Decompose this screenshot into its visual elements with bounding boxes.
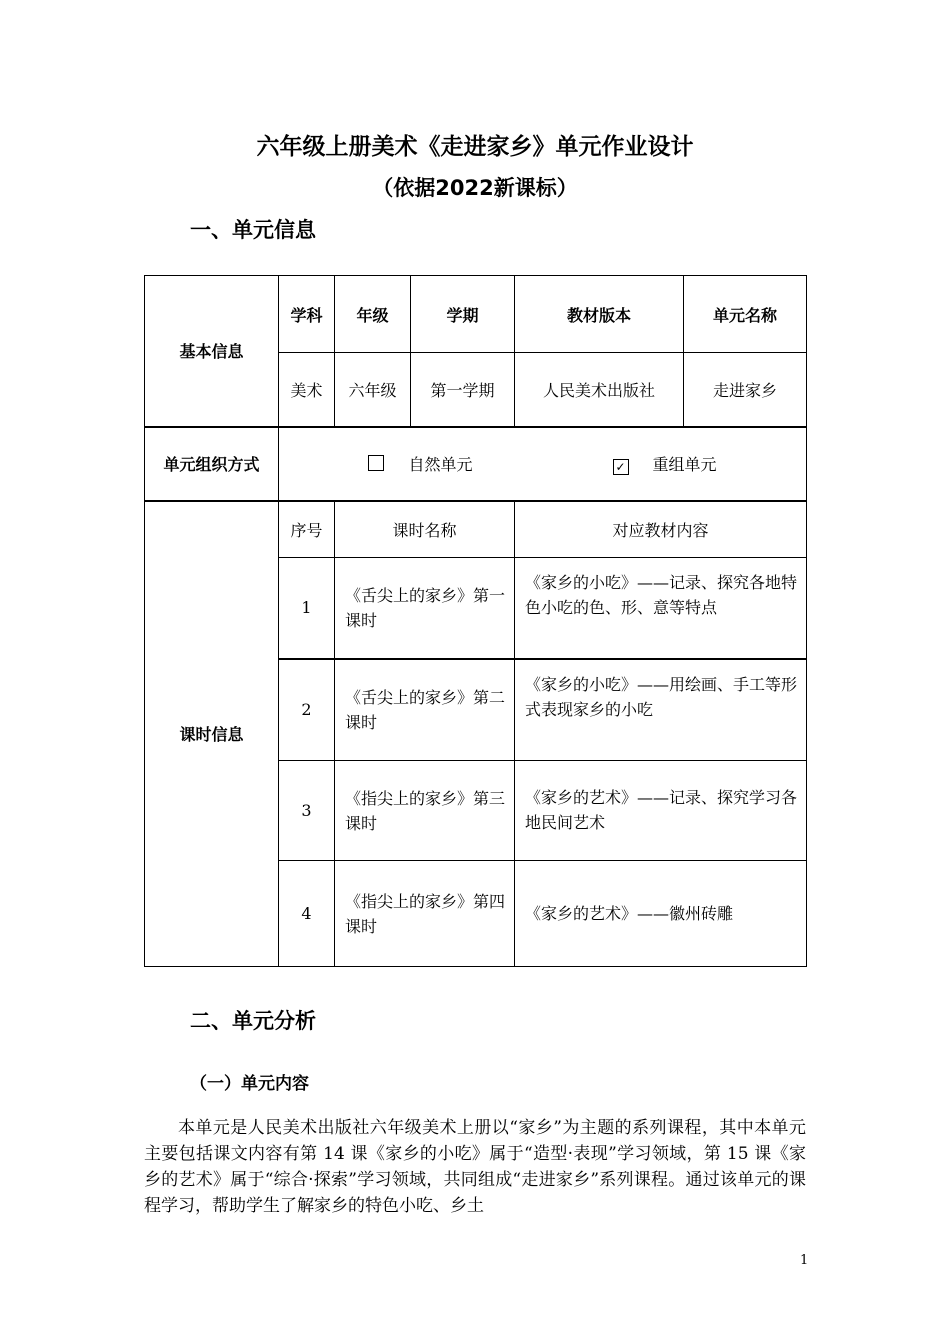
lesson-name: 《舌尖上的家乡》第一课时 <box>335 558 515 659</box>
lesson-content: 《家乡的小吃》——用绘画、手工等形式表现家乡的小吃 <box>515 659 807 761</box>
lesson-no: 4 <box>279 861 335 967</box>
value-semester: 第一学期 <box>411 353 515 427</box>
document-title: 六年级上册美术《走进家乡》单元作业设计 <box>256 134 694 160</box>
value-subject: 美术 <box>279 353 335 427</box>
unit-info-table <box>144 275 807 967</box>
lesson-header-name: 课时名称 <box>335 501 515 558</box>
lesson-no: 2 <box>279 659 335 761</box>
document-subtitle: （依据2022新课标） <box>372 176 578 200</box>
lesson-no: 1 <box>279 558 335 659</box>
lesson-header-content: 对应教材内容 <box>515 501 807 558</box>
section-heading-unit-info: 一、单元信息 <box>190 218 316 242</box>
value-grade: 六年级 <box>335 353 411 427</box>
org-option-regroup-label: 重组单元 <box>652 455 717 474</box>
org-options <box>279 427 807 501</box>
header-grade: 年级 <box>335 276 411 353</box>
value-unit-name: 走进家乡 <box>684 353 807 427</box>
checkbox-regroup-icon[interactable]: ✓ <box>613 459 629 475</box>
header-semester: 学期 <box>411 276 515 353</box>
org-label: 单元组织方式 <box>145 427 279 501</box>
basic-info-label: 基本信息 <box>145 276 279 427</box>
lesson-info-label: 课时信息 <box>145 501 279 967</box>
section-heading-unit-analysis: 二、单元分析 <box>190 1009 316 1033</box>
lesson-name: 《指尖上的家乡》第四课时 <box>335 861 515 967</box>
lesson-content: 《家乡的小吃》——记录、探究各地特色小吃的色、形、意等特点 <box>515 558 807 659</box>
org-option-natural[interactable] <box>368 452 472 475</box>
lesson-no: 3 <box>279 761 335 861</box>
lesson-header-no: 序号 <box>279 501 335 558</box>
header-unit-name: 单元名称 <box>684 276 807 353</box>
value-textbook-edition: 人民美术出版社 <box>515 353 684 427</box>
org-option-regroup[interactable] <box>613 452 717 475</box>
lesson-content: 《家乡的艺术》——记录、探究学习各地民间艺术 <box>515 761 807 861</box>
lesson-name: 《指尖上的家乡》第三课时 <box>335 761 515 861</box>
page-number: 1 <box>800 1253 809 1268</box>
checkbox-natural-icon[interactable] <box>368 455 384 471</box>
lesson-name: 《舌尖上的家乡》第二课时 <box>335 659 515 761</box>
subsection-heading-unit-content: （一）单元内容 <box>190 1074 309 1094</box>
unit-content-paragraph: 本单元是人民美术出版社六年级美术上册以“家乡”为主题的系列课程，其中本单元主要包括课文内容有第 14 课《家乡的小吃》属于“造型·表现”学习领域，第 15 课《家乡的艺术》属于“综合·探索”学习领域，共同组成“走进家乡”系列课程。通过该单元的课程学习，帮助学生了解家乡的特色小吃、乡土 <box>144 1118 806 1216</box>
header-textbook-edition: 教材版本 <box>515 276 684 353</box>
org-option-natural-label: 自然单元 <box>408 455 473 474</box>
header-subject: 学科 <box>279 276 335 353</box>
lesson-content: 《家乡的艺术》——徽州砖雕 <box>515 861 807 967</box>
